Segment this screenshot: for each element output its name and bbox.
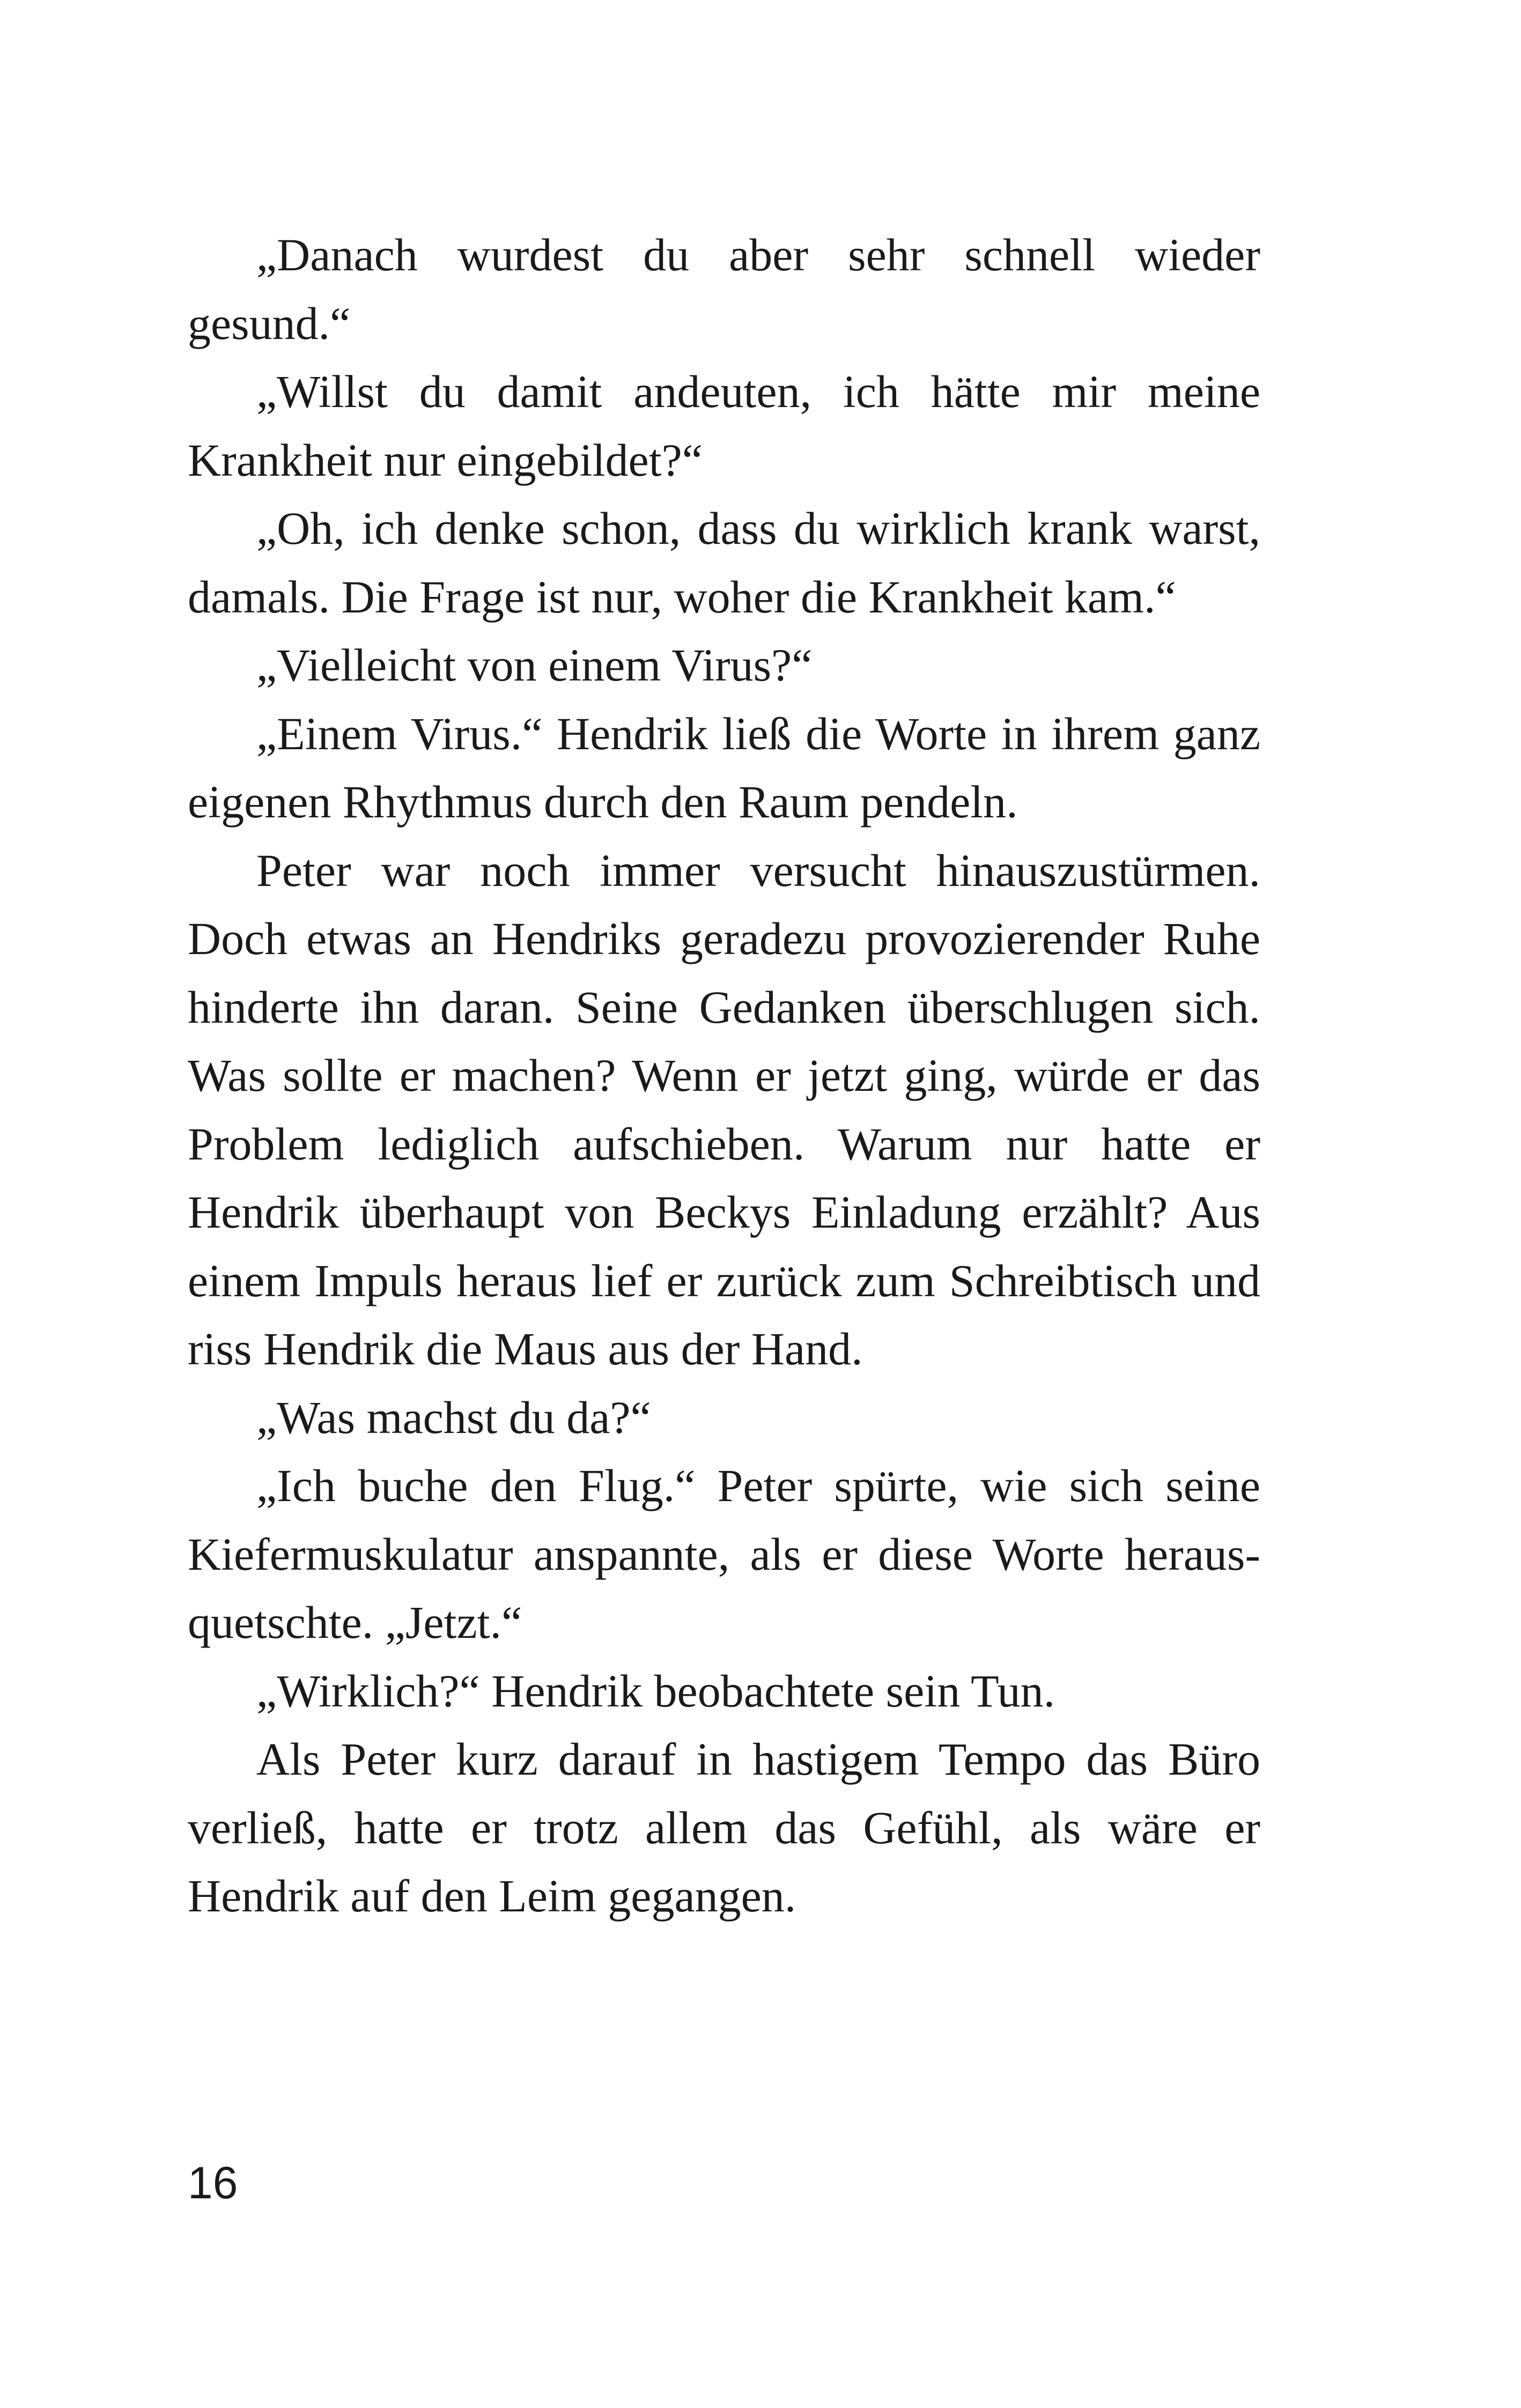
paragraph: „Oh, ich denke schon, dass du wirklich krank warst, damals. Die Frage ist nur, woher die Krankheit kam.“ [188, 503, 1260, 623]
paragraph: Als Peter kurz darauf in hastigem Tempo das Büro verließ, hatte er trotz allem das Gefühl, als wäre er Hendrik auf den Leim gegangen. [188, 1733, 1260, 1922]
body-text [188, 221, 1260, 1931]
paragraph: „Danach wurdest du aber sehr schnell wieder gesund.“ [188, 229, 1260, 349]
paragraph: „Willst du damit andeuten, ich hätte mir meine Krankheit nur eingebildet?“ [188, 366, 1260, 486]
page-number: 16 [188, 2158, 238, 2208]
paragraph: „Einem Virus.“ Hendrik ließ die Worte in ihrem ganz eigenen Rhythmus durch den Raum pendeln. [188, 707, 1260, 828]
paragraph: „Vielleicht von einem Virus?“ [256, 639, 813, 691]
paragraph: Peter war noch immer versucht hinauszustürmen. Doch etwas an Hendriks geradezu provozierender Ruhe hinderte ihn daran. Seine Gedanken überschlugen sich. Was sollte er machen? Wenn er jetzt ging, würde er das Problem lediglich aufschieben. Warum nur hatte er Hendrik überhaupt von Beckys Einladung erzählt? Aus einem Impuls heraus lief er zurück zum Schreibtisch und riss Hendrik die Maus aus der Hand. [188, 844, 1260, 1375]
paragraph: „Wirklich?“ Hendrik beobachtete sein Tun. [256, 1665, 1055, 1717]
paragraph: „Was machst du da?“ [256, 1391, 651, 1443]
paragraph: „Ich buche den Flug.“ Peter spürte, wie sich seine Kiefermuskulatur anspannte, als er diese Worte herausquetschte. „Jetzt.“ [188, 1460, 1260, 1648]
